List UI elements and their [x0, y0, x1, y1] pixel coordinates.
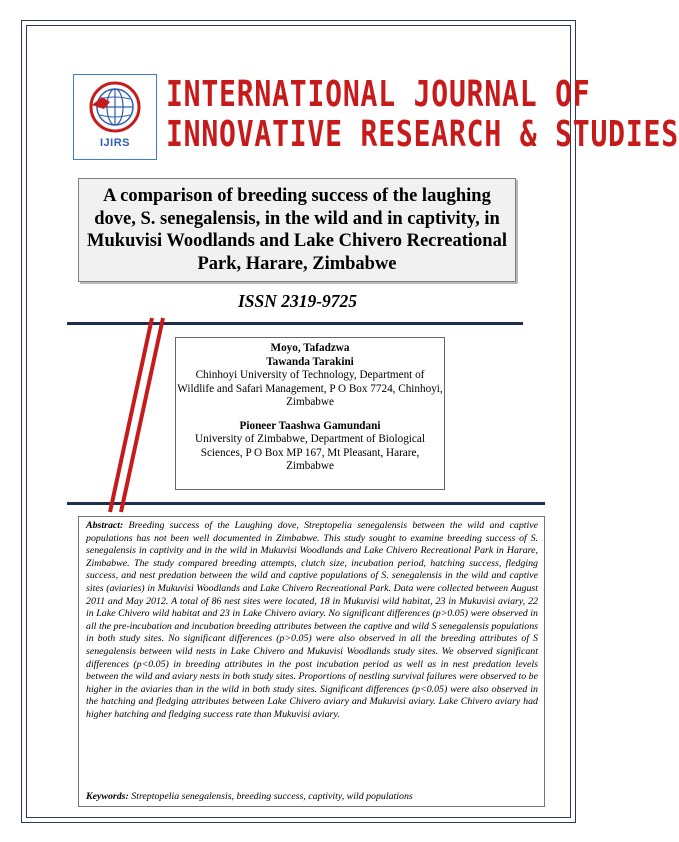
abstract-box: [78, 516, 545, 807]
author-name: Pioneer Taashwa Gamundani: [239, 419, 381, 432]
authors-box: [175, 337, 445, 490]
divider-bottom: [67, 502, 545, 505]
divider-top: [67, 322, 523, 325]
journal-name-line2: INNOVATIVE RESEARCH & STUDIES: [166, 114, 679, 155]
paper-title: A comparison of breeding success of the laughing dove, S. senegalensis, in the wild and in captivity, in Mukuvisi Woodlands and Lake Chivero Recreational Park, Harare, Zimbabwe: [87, 186, 507, 274]
issn: ISSN 2319-9725: [237, 291, 358, 311]
abstract-label: Abstract:: [86, 520, 124, 531]
author-affiliation: University of Zimbabwe, Department of Biological Sciences, P O Box MP 167, Mt Pleasant, Harare, Zimbabwe: [195, 433, 425, 472]
journal-logo: [73, 74, 157, 160]
keywords-text: Streptopelia senegalensis, breeding success, captivity, wild populations: [131, 791, 413, 802]
author-name: Tawanda Tarakini: [266, 355, 354, 368]
author-name: Moyo, Tafadzwa: [270, 342, 350, 354]
keywords-label: Keywords:: [86, 791, 129, 802]
logo-wordmark: IJIRS: [99, 137, 130, 149]
author-affiliation: Chinhoyi University of Technology, Department of Wildlife and Safari Management, P O Box 7724, Chinhoyi, Zimbabwe: [177, 369, 443, 408]
abstract-text: Breeding success of the Laughing dove, Streptopelia senegalensis between the wild and captive populations has not been well documented in Zimbabwe. This study sought to examine breeding success of S. senegalensis in captivity and in the wild in Mukuvisi Woodlands and Lake Chivero Recreational Park in Harare, Zimbabwe. The study compared breeding attempts, clutch size, incubation period, hatching success, fledging success, and nest predation between the wild and captive populations of S. senegalensis in the wild and captive sites (aviaries) in Mukuvisi Woodlands and Lake Chivero Recreational Park. Data were collected between August 2011 and May 2012. A total of 86 nest sites were located, 18 in Mukuvisi wild habitat, 23 in Mukuvisi aviary, 22 in Lake Chivero wild habitat and 23 in Lake Chivero aviary. No significant differences (p>0.05) were observed in all the pre-incubation and incubation breeding attributes between the captive and wild S senegalensis populations in both study sites. No significant differences (p>0.05) were also observed in all the breeding attributes of S senegalensis between wild nests in Lake Chivero and Mukuvisi Woodlands study sites. We observed significant differences (p<0.05) in breeding attributes in the post incubation period as well as in nest predation levels between the wild and aviary nests in both study sites. Proportions of nestling survival failures were observed to be higher in the aviaries than in the wild in both study sites. Significant differences (p<0.05) were also observed in the hatching and fledging attributes between Lake Chivero aviary and Mukuvisi aviary. Lake Chivero aviary had higher hatching and fledging success rate than Mukuvisi aviary.: [86, 520, 539, 720]
title-box: [78, 178, 516, 282]
keywords-line: [86, 791, 413, 804]
journal-name-line1: INTERNATIONAL JOURNAL OF: [166, 74, 591, 115]
